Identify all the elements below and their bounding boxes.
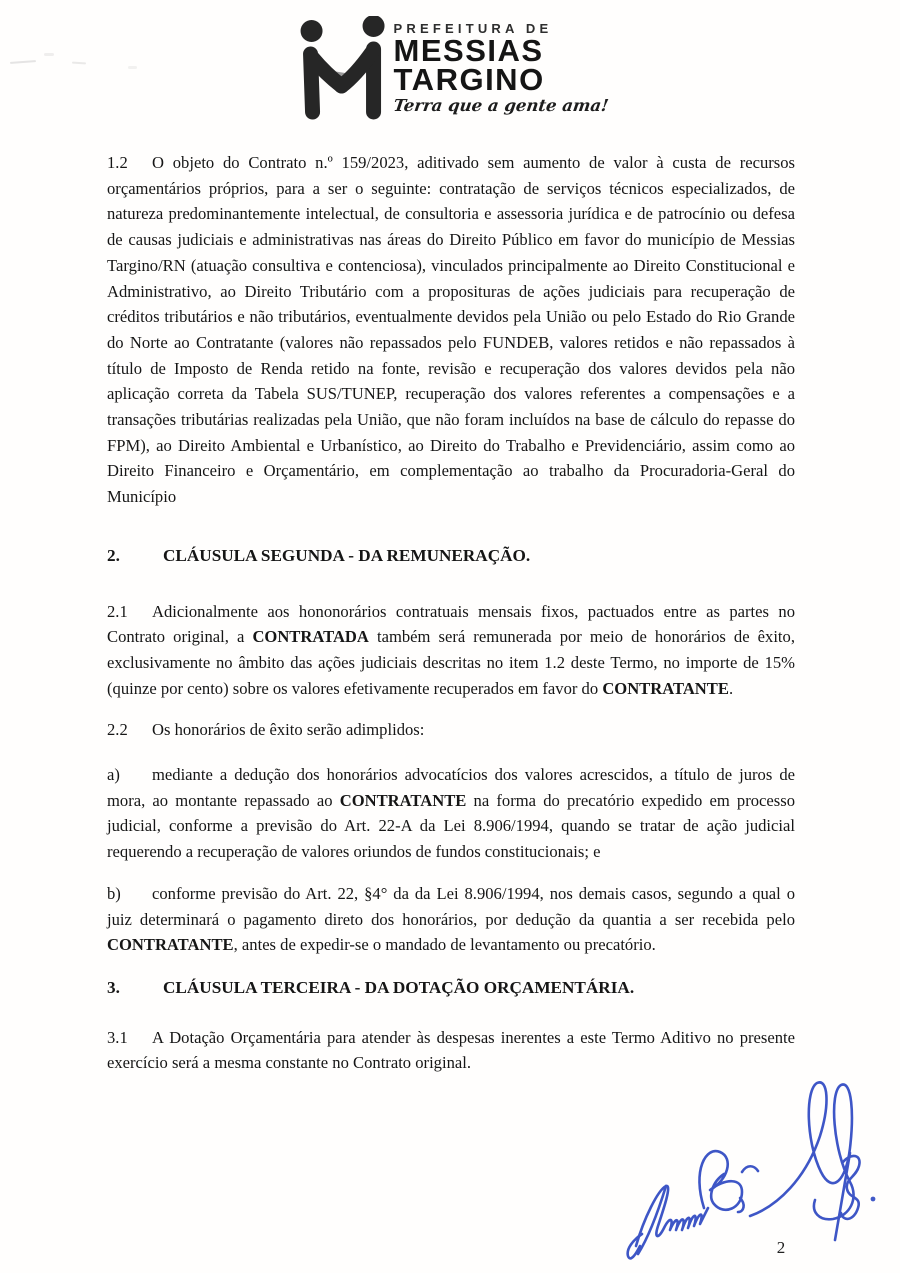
paragraph-text: A Dotação Orçamentária para atender às despesas inerentes a este Termo Aditivo no presente exercício será a mesma constante no Contrato original. <box>107 1027 795 1073</box>
paragraph-text: Adicionalmente aos hononorários contratuais mensais fixos, pactuados entre as partes no Contrato original, a <box>107 601 795 647</box>
signature-ink <box>600 1050 900 1273</box>
paragraph-number: 3.1 <box>107 1027 128 1047</box>
logo-text-block <box>394 12 609 115</box>
item-b <box>107 881 795 958</box>
logo-prefeitura-de: PREFEITURA DE <box>393 21 553 36</box>
paragraph-text: conforme previsão do Art. 22, §4° da da Lei 8.906/1994, nos demais casos, segundo a qual o juiz determinará o pagamento direto dos honorários, por dedução da quantia a ser recebida pelo <box>107 883 795 929</box>
scan-smudge <box>10 60 36 64</box>
heading-number: 2. <box>107 545 120 565</box>
paragraph-text: , antes de expedir-se o mandado de levantamento ou precatório. <box>233 935 656 955</box>
logo-tagline: Terra que a gente ama! <box>392 96 610 115</box>
paragraph-text: Os honorários de êxito serão adimplidos: <box>152 720 425 740</box>
logo-messias: MESSIAS <box>393 33 544 68</box>
paragraph-2-1 <box>107 599 795 702</box>
scan-smudge <box>44 53 54 56</box>
paragraph-text: . <box>728 678 734 698</box>
paragraph-text: também será remunerada por meio de honorários de êxito, exclusivamente no âmbito das ações judiciais descritas no item 1.2 deste Termo, no importe de 15% (quinze por cento) sobre os valores efetivamente recuperados em favor do <box>107 627 795 698</box>
bold-term-contratada: CONTRATADA <box>252 627 369 647</box>
heading-number: 3. <box>107 977 120 997</box>
page-number: 2 <box>776 1238 786 1257</box>
bold-term-contratante: CONTRATANTE <box>339 790 467 810</box>
heading-title: CLÁUSULA TERCEIRA - DA DOTAÇÃO ORÇAMENTÁRIA. <box>163 977 635 997</box>
item-letter: b) <box>107 883 121 903</box>
heading-title: CLÁUSULA SEGUNDA - DA REMUNERAÇÃO. <box>163 545 531 565</box>
paragraph-text: O objeto do Contrato n.º 159/2023, aditivado sem aumento de valor à custa de recursos orçamentários próprios, para a ser o seguinte: contratação de serviços técnicos especializados, de natureza predominantemente intelectual, de consultoria e assessoria jurídica e de patrocínio ou defesa de causas judiciais e administrativas nas áreas do Direito Público em favor do município de Messias Targino/RN (atuação consultiva e contenciosa), vinculados principalmente ao Direito Constitucional e Administrativo, ao Direito Tributário com a proposituras de ações judiciais para recuperação de créditos tributários e não tributários, eventualmente devidos pela União ou pelo Estado do Rio Grande do Norte ao Contratante (valores não repassados pelo FUNDEB, valores retidos e não repassados à título de Imposto de Renda retido na fonte, revisão e recuperação dos valores devidos pela não aplicação correta da Tabela SUS/TUNEP, recuperação dos valores referentes a compensações e a transações tributárias realizadas pela União, que não foram incluídos na base de cálculo do repasse do FPM), ao Direito Ambiental e Urbanístico, ao Direito do Trabalho e Previdenciário, assim como ao Direito Financeiro e Orçamentário, em complementação ao trabalho da Procuradoria-Geral do Município <box>107 153 795 507</box>
document-content <box>107 150 795 1076</box>
m-handshake-logo-icon <box>292 16 392 126</box>
paragraph-1-2 <box>107 150 795 510</box>
paragraph-number: 1.2 <box>107 153 128 172</box>
scan-smudge <box>72 62 86 65</box>
scan-smudge <box>128 66 137 69</box>
paragraph-number: 2.2 <box>107 720 128 740</box>
header-logo <box>292 12 609 126</box>
paragraph-number: 2.1 <box>107 601 128 621</box>
paragraph-2-2 <box>107 717 795 743</box>
clause-3-heading <box>107 975 795 1001</box>
item-letter: a) <box>107 765 120 785</box>
paragraph-text: mediante a dedução dos honorários advocatícios dos valores acrescidos, a título de juros de mora, ao montante repassado ao <box>107 765 795 810</box>
item-a <box>107 762 795 865</box>
bold-term-contratante: CONTRATANTE <box>107 935 234 955</box>
bold-term-contratante: CONTRATANTE <box>602 678 729 698</box>
paragraph-text: na forma do precatório expedido em processo judicial, conforme a previsão do Art. 22-A da Lei 8.906/1994, quando se tratar de ação judicial requerendo a recuperação de valores oriundos de fundos constitucionais; e <box>107 790 795 862</box>
clause-2-heading <box>107 543 795 569</box>
logo-targino: TARGINO <box>393 62 545 97</box>
